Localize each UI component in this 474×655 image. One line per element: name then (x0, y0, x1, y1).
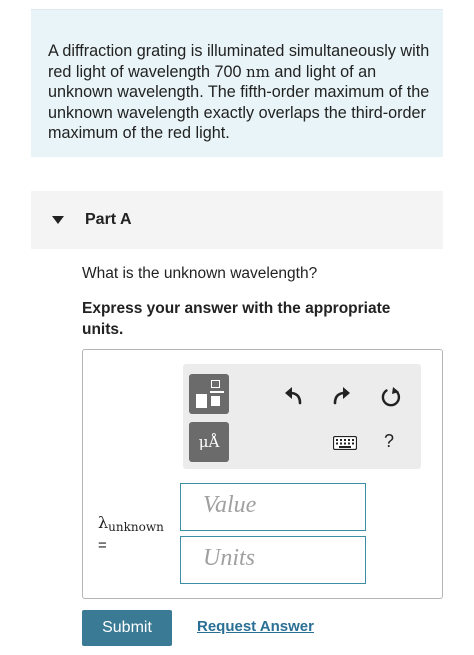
problem-text-after: and light of an unknown wavelength. The fifth-order maximum of the unknown wavelength exactly overlaps the third-order maximum of the red light. (48, 62, 430, 142)
units-button-label: μÅ (198, 433, 220, 451)
undo-icon[interactable] (281, 384, 307, 410)
part-a-header[interactable] (31, 191, 443, 249)
math-toolbar (183, 364, 421, 469)
help-button[interactable]: ? (384, 431, 395, 451)
part-a-title: Part A (85, 211, 132, 228)
answer-box (82, 349, 443, 599)
keyboard-icon[interactable] (333, 436, 357, 450)
unit-nm: nm (245, 62, 270, 81)
template-fraction-bar-icon (210, 391, 224, 393)
request-answer-link[interactable]: Request Answer (197, 618, 314, 635)
templates-icon[interactable] (189, 374, 229, 414)
problem-text (48, 41, 433, 144)
template-square-icon (196, 394, 207, 408)
variable-subscript: unknown (108, 520, 164, 534)
units-input[interactable]: Units (180, 536, 366, 584)
equals-sign: = (98, 537, 107, 554)
lambda-symbol: λ (98, 513, 109, 532)
template-denominator-icon (211, 396, 220, 406)
problem-text-before: A diffraction grating is illuminated simultaneously with red light of wavelength 700 (48, 42, 430, 81)
variable-label (98, 513, 164, 532)
units-button[interactable] (189, 422, 229, 462)
problem-statement-box (31, 9, 443, 157)
submit-button[interactable]: Submit (82, 610, 172, 646)
question-text: What is the unknown wavelength? (82, 265, 318, 282)
instruction-text: Express your answer with the appropriate units. (82, 300, 391, 338)
value-input[interactable]: Value (180, 483, 366, 531)
redo-icon[interactable] (328, 384, 354, 410)
collapse-caret-icon[interactable] (52, 216, 64, 224)
template-numerator-icon (211, 380, 220, 388)
reset-icon[interactable] (378, 384, 404, 410)
